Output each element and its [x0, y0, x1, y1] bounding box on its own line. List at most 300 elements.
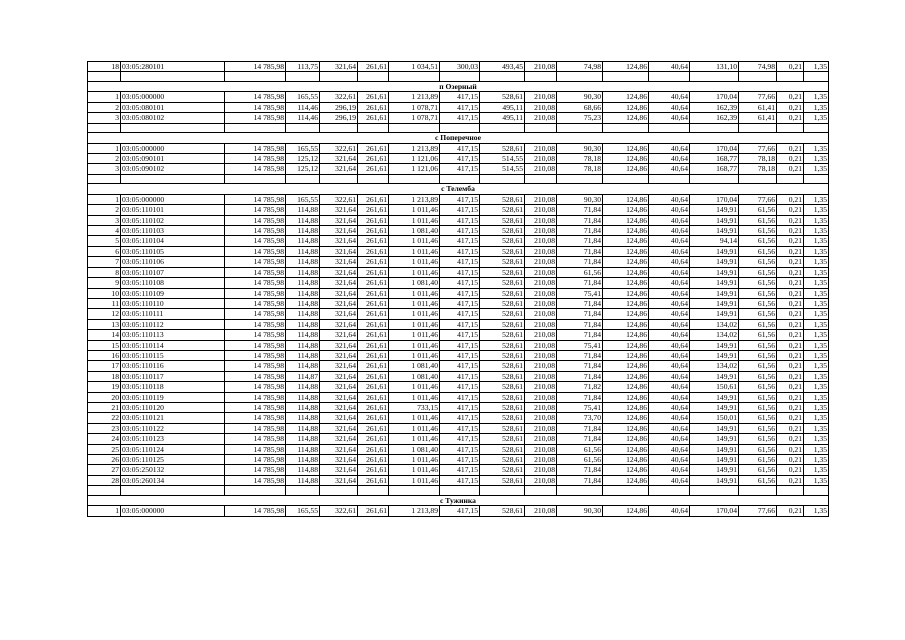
code-cell: 03:05:110113	[121, 330, 225, 340]
value-cell: 77,66	[739, 92, 777, 102]
row-number-cell: 6	[88, 246, 121, 256]
value-cell: 528,61	[480, 143, 525, 153]
code-cell: 03:05:280101	[121, 62, 225, 72]
value-cell: 149,91	[690, 371, 739, 381]
value-cell: 528,61	[480, 423, 525, 433]
value-cell: 1 011,46	[389, 392, 440, 402]
value-cell: 14 785,98	[225, 267, 286, 277]
section-header-row	[88, 495, 829, 505]
value-cell: 124,86	[603, 102, 649, 112]
value-cell: 94,14	[690, 236, 739, 246]
value-cell: 528,61	[480, 92, 525, 102]
empty-cell	[480, 486, 525, 496]
value-cell: 114,88	[286, 361, 320, 371]
table-row	[88, 340, 829, 350]
table-row	[88, 413, 829, 423]
value-cell: 528,61	[480, 465, 525, 475]
row-number-cell: 21	[88, 402, 121, 412]
code-cell: 03:05:110104	[121, 236, 225, 246]
table-row	[88, 257, 829, 267]
value-cell: 261,61	[358, 444, 389, 454]
value-cell: 71,84	[557, 298, 603, 308]
value-cell: 210,08	[525, 143, 557, 153]
value-cell: 61,56	[739, 246, 777, 256]
table-row	[88, 298, 829, 308]
value-cell: 321,64	[320, 434, 358, 444]
code-cell: 03:05:110115	[121, 350, 225, 360]
value-cell: 321,64	[320, 340, 358, 350]
value-cell: 1,35	[804, 330, 829, 340]
value-cell: 114,88	[286, 434, 320, 444]
value-cell: 131,10	[690, 62, 739, 72]
value-cell: 210,08	[525, 92, 557, 102]
table-row	[88, 92, 829, 102]
value-cell: 124,86	[603, 298, 649, 308]
empty-cell	[480, 174, 525, 184]
value-cell: 124,86	[603, 392, 649, 402]
value-cell: 78,18	[739, 164, 777, 174]
value-cell: 261,61	[358, 62, 389, 72]
empty-cell	[804, 72, 829, 82]
empty-cell	[121, 486, 225, 496]
value-cell: 134,02	[690, 319, 739, 329]
value-cell: 40,64	[649, 267, 690, 277]
value-cell: 114,88	[286, 402, 320, 412]
value-cell: 1,35	[804, 455, 829, 465]
value-cell: 71,84	[557, 246, 603, 256]
value-cell: 40,64	[649, 423, 690, 433]
empty-cell	[286, 174, 320, 184]
value-cell: 322,61	[320, 194, 358, 204]
empty-cell	[777, 72, 804, 82]
table-row	[88, 246, 829, 256]
value-cell: 61,56	[739, 465, 777, 475]
value-cell: 40,64	[649, 236, 690, 246]
value-cell: 124,86	[603, 402, 649, 412]
value-cell: 40,64	[649, 402, 690, 412]
value-cell: 0,21	[777, 288, 804, 298]
value-cell: 14 785,98	[225, 236, 286, 246]
value-cell: 75,23	[557, 113, 603, 123]
value-cell: 14 785,98	[225, 402, 286, 412]
value-cell: 1 011,46	[389, 434, 440, 444]
value-cell: 149,91	[690, 444, 739, 454]
value-cell: 14 785,98	[225, 434, 286, 444]
row-number-cell: 9	[88, 278, 121, 288]
value-cell: 1,35	[804, 215, 829, 225]
value-cell: 124,86	[603, 226, 649, 236]
empty-cell	[739, 72, 777, 82]
row-number-cell: 13	[88, 319, 121, 329]
value-cell: 114,88	[286, 382, 320, 392]
empty-cell	[603, 174, 649, 184]
value-cell: 114,88	[286, 226, 320, 236]
value-cell: 40,64	[649, 413, 690, 423]
empty-cell	[525, 123, 557, 133]
value-cell: 14 785,98	[225, 413, 286, 423]
value-cell: 210,08	[525, 154, 557, 164]
row-number-cell: 24	[88, 434, 121, 444]
value-cell: 528,61	[480, 444, 525, 454]
value-cell: 210,08	[525, 62, 557, 72]
value-cell: 321,64	[320, 257, 358, 267]
value-cell: 90,30	[557, 194, 603, 204]
value-cell: 321,64	[320, 154, 358, 164]
empty-cell	[389, 123, 440, 133]
value-cell: 210,08	[525, 382, 557, 392]
value-cell: 149,91	[690, 205, 739, 215]
table-row	[88, 371, 829, 381]
code-cell: 03:05:000000	[121, 143, 225, 153]
value-cell: 14 785,98	[225, 330, 286, 340]
value-cell: 261,61	[358, 267, 389, 277]
row-number-cell: 28	[88, 475, 121, 485]
section-header-row	[88, 133, 829, 143]
value-cell: 14 785,98	[225, 205, 286, 215]
value-cell: 124,86	[603, 350, 649, 360]
row-number-cell: 20	[88, 392, 121, 402]
value-cell: 261,61	[358, 246, 389, 256]
table-row	[88, 62, 829, 72]
code-cell: 03:05:110114	[121, 340, 225, 350]
value-cell: 1 121,06	[389, 164, 440, 174]
value-cell: 261,61	[358, 371, 389, 381]
table-row	[88, 444, 829, 454]
value-cell: 1,35	[804, 309, 829, 319]
value-cell: 1,35	[804, 423, 829, 433]
value-cell: 1 081,40	[389, 361, 440, 371]
value-cell: 124,86	[603, 371, 649, 381]
value-cell: 124,86	[603, 423, 649, 433]
value-cell: 1 213,89	[389, 92, 440, 102]
value-cell: 114,88	[286, 330, 320, 340]
value-cell: 261,61	[358, 164, 389, 174]
value-cell: 528,61	[480, 298, 525, 308]
value-cell: 170,04	[690, 92, 739, 102]
code-cell: 03:05:110124	[121, 444, 225, 454]
row-number-cell: 3	[88, 164, 121, 174]
value-cell: 417,15	[440, 319, 480, 329]
value-cell: 61,41	[739, 113, 777, 123]
value-cell: 1 213,89	[389, 143, 440, 153]
row-number-cell: 1	[88, 143, 121, 153]
code-cell: 03:05:250132	[121, 465, 225, 475]
value-cell: 61,56	[739, 288, 777, 298]
value-cell: 1,35	[804, 371, 829, 381]
value-cell: 514,55	[480, 154, 525, 164]
value-cell: 61,56	[739, 475, 777, 485]
spacer-row	[88, 174, 829, 184]
value-cell: 40,64	[649, 246, 690, 256]
value-cell: 71,84	[557, 236, 603, 246]
value-cell: 40,64	[649, 392, 690, 402]
table-row	[88, 350, 829, 360]
value-cell: 40,64	[649, 382, 690, 392]
value-cell: 14 785,98	[225, 257, 286, 267]
value-cell: 417,15	[440, 205, 480, 215]
value-cell: 149,91	[690, 215, 739, 225]
value-cell: 261,61	[358, 340, 389, 350]
table-row	[88, 154, 829, 164]
value-cell: 321,64	[320, 382, 358, 392]
value-cell: 495,11	[480, 113, 525, 123]
value-cell: 149,91	[690, 465, 739, 475]
value-cell: 261,61	[358, 506, 389, 516]
value-cell: 1,35	[804, 413, 829, 423]
value-cell: 0,21	[777, 92, 804, 102]
value-cell: 61,56	[739, 392, 777, 402]
empty-cell	[389, 72, 440, 82]
empty-cell	[389, 486, 440, 496]
value-cell: 0,21	[777, 309, 804, 319]
value-cell: 1,35	[804, 164, 829, 174]
row-number-cell: 27	[88, 465, 121, 475]
value-cell: 124,86	[603, 164, 649, 174]
value-cell: 210,08	[525, 434, 557, 444]
value-cell: 417,15	[440, 226, 480, 236]
value-cell: 90,30	[557, 506, 603, 516]
value-cell: 321,64	[320, 267, 358, 277]
empty-cell	[777, 123, 804, 133]
value-cell: 210,08	[525, 506, 557, 516]
value-cell: 0,21	[777, 350, 804, 360]
code-cell: 03:05:080102	[121, 113, 225, 123]
value-cell: 71,84	[557, 330, 603, 340]
value-cell: 149,91	[690, 288, 739, 298]
empty-cell	[804, 486, 829, 496]
value-cell: 321,64	[320, 215, 358, 225]
value-cell: 61,56	[739, 309, 777, 319]
value-cell: 40,64	[649, 350, 690, 360]
value-cell: 261,61	[358, 143, 389, 153]
value-cell: 321,64	[320, 319, 358, 329]
value-cell: 1,35	[804, 392, 829, 402]
value-cell: 528,61	[480, 267, 525, 277]
value-cell: 417,15	[440, 257, 480, 267]
empty-cell	[690, 123, 739, 133]
empty-cell	[525, 72, 557, 82]
row-number-cell: 17	[88, 361, 121, 371]
value-cell: 1,35	[804, 205, 829, 215]
value-cell: 40,64	[649, 361, 690, 371]
table-row	[88, 434, 829, 444]
value-cell: 210,08	[525, 246, 557, 256]
code-cell: 03:05:110105	[121, 246, 225, 256]
value-cell: 1,35	[804, 434, 829, 444]
empty-cell	[88, 123, 121, 133]
value-cell: 149,91	[690, 340, 739, 350]
value-cell: 514,55	[480, 164, 525, 174]
value-cell: 1 011,46	[389, 455, 440, 465]
value-cell: 1 011,46	[389, 205, 440, 215]
table-body	[88, 62, 829, 517]
value-cell: 77,66	[739, 506, 777, 516]
value-cell: 0,21	[777, 371, 804, 381]
value-cell: 0,21	[777, 102, 804, 112]
table-row	[88, 164, 829, 174]
value-cell: 0,21	[777, 402, 804, 412]
value-cell: 417,15	[440, 455, 480, 465]
table-row	[88, 205, 829, 215]
row-number-cell: 1	[88, 506, 121, 516]
value-cell: 71,84	[557, 226, 603, 236]
value-cell: 14 785,98	[225, 455, 286, 465]
empty-cell	[649, 72, 690, 82]
value-cell: 40,64	[649, 278, 690, 288]
value-cell: 40,64	[649, 309, 690, 319]
value-cell: 114,88	[286, 246, 320, 256]
value-cell: 40,64	[649, 194, 690, 204]
empty-cell	[557, 486, 603, 496]
value-cell: 1 011,46	[389, 288, 440, 298]
value-cell: 261,61	[358, 309, 389, 319]
value-cell: 0,21	[777, 319, 804, 329]
value-cell: 210,08	[525, 236, 557, 246]
value-cell: 71,84	[557, 475, 603, 485]
value-cell: 149,91	[690, 246, 739, 256]
value-cell: 114,46	[286, 113, 320, 123]
value-cell: 1 081,40	[389, 278, 440, 288]
value-cell: 417,15	[440, 371, 480, 381]
value-cell: 1 213,89	[389, 506, 440, 516]
value-cell: 0,21	[777, 257, 804, 267]
value-cell: 149,91	[690, 350, 739, 360]
value-cell: 417,15	[440, 154, 480, 164]
value-cell: 0,21	[777, 361, 804, 371]
value-cell: 14 785,98	[225, 194, 286, 204]
value-cell: 74,98	[739, 62, 777, 72]
value-cell: 124,86	[603, 288, 649, 298]
value-cell: 61,56	[739, 205, 777, 215]
value-cell: 170,04	[690, 194, 739, 204]
value-cell: 210,08	[525, 205, 557, 215]
value-cell: 210,08	[525, 475, 557, 485]
empty-cell	[358, 123, 389, 133]
value-cell: 0,21	[777, 340, 804, 350]
value-cell: 321,64	[320, 309, 358, 319]
value-cell: 210,08	[525, 444, 557, 454]
value-cell: 321,64	[320, 62, 358, 72]
value-cell: 125,12	[286, 164, 320, 174]
value-cell: 71,84	[557, 434, 603, 444]
table-row	[88, 194, 829, 204]
value-cell: 40,64	[649, 434, 690, 444]
row-number-cell: 19	[88, 382, 121, 392]
value-cell: 417,15	[440, 143, 480, 153]
value-cell: 71,82	[557, 382, 603, 392]
table-row	[88, 215, 829, 225]
value-cell: 417,15	[440, 236, 480, 246]
value-cell: 296,19	[320, 113, 358, 123]
value-cell: 61,56	[739, 278, 777, 288]
empty-cell	[121, 72, 225, 82]
value-cell: 1,35	[804, 288, 829, 298]
spacer-row	[88, 486, 829, 496]
value-cell: 168,77	[690, 154, 739, 164]
value-cell: 75,41	[557, 402, 603, 412]
value-cell: 1 011,46	[389, 330, 440, 340]
value-cell: 321,64	[320, 465, 358, 475]
value-cell: 14 785,98	[225, 164, 286, 174]
value-cell: 14 785,98	[225, 215, 286, 225]
value-cell: 124,86	[603, 444, 649, 454]
value-cell: 493,45	[480, 62, 525, 72]
value-cell: 1,35	[804, 257, 829, 267]
empty-cell	[557, 174, 603, 184]
value-cell: 0,21	[777, 465, 804, 475]
empty-cell	[804, 174, 829, 184]
value-cell: 1 011,46	[389, 340, 440, 350]
value-cell: 114,88	[286, 392, 320, 402]
value-cell: 528,61	[480, 319, 525, 329]
table-row	[88, 236, 829, 246]
empty-cell	[286, 486, 320, 496]
empty-cell	[690, 72, 739, 82]
value-cell: 417,15	[440, 113, 480, 123]
value-cell: 417,15	[440, 361, 480, 371]
value-cell: 1 078,71	[389, 113, 440, 123]
value-cell: 71,84	[557, 392, 603, 402]
row-number-cell: 10	[88, 288, 121, 298]
table-row	[88, 319, 829, 329]
value-cell: 321,64	[320, 392, 358, 402]
value-cell: 528,61	[480, 402, 525, 412]
value-cell: 495,11	[480, 102, 525, 112]
value-cell: 321,64	[320, 444, 358, 454]
empty-cell	[603, 486, 649, 496]
value-cell: 528,61	[480, 475, 525, 485]
value-cell: 261,61	[358, 350, 389, 360]
value-cell: 134,02	[690, 361, 739, 371]
value-cell: 417,15	[440, 413, 480, 423]
empty-cell	[320, 72, 358, 82]
value-cell: 14 785,98	[225, 154, 286, 164]
value-cell: 73,70	[557, 413, 603, 423]
value-cell: 321,64	[320, 236, 358, 246]
table-row	[88, 361, 829, 371]
value-cell: 528,61	[480, 205, 525, 215]
code-cell: 03:05:110108	[121, 278, 225, 288]
value-cell: 61,56	[739, 455, 777, 465]
value-cell: 78,18	[557, 164, 603, 174]
row-number-cell: 18	[88, 371, 121, 381]
value-cell: 210,08	[525, 288, 557, 298]
value-cell: 321,64	[320, 226, 358, 236]
code-cell: 03:05:110116	[121, 361, 225, 371]
empty-cell	[739, 174, 777, 184]
value-cell: 1 081,40	[389, 371, 440, 381]
value-cell: 40,64	[649, 371, 690, 381]
value-cell: 1 011,46	[389, 413, 440, 423]
value-cell: 261,61	[358, 423, 389, 433]
tariff-table	[87, 61, 829, 517]
value-cell: 61,56	[739, 382, 777, 392]
empty-cell	[804, 123, 829, 133]
empty-cell	[358, 72, 389, 82]
value-cell: 261,61	[358, 455, 389, 465]
value-cell: 40,64	[649, 475, 690, 485]
value-cell: 40,64	[649, 205, 690, 215]
value-cell: 1 081,40	[389, 226, 440, 236]
value-cell: 1,35	[804, 350, 829, 360]
value-cell: 61,56	[739, 444, 777, 454]
value-cell: 124,86	[603, 340, 649, 350]
empty-cell	[440, 123, 480, 133]
value-cell: 40,64	[649, 288, 690, 298]
row-number-cell: 2	[88, 205, 121, 215]
value-cell: 14 785,98	[225, 444, 286, 454]
value-cell: 61,56	[739, 298, 777, 308]
